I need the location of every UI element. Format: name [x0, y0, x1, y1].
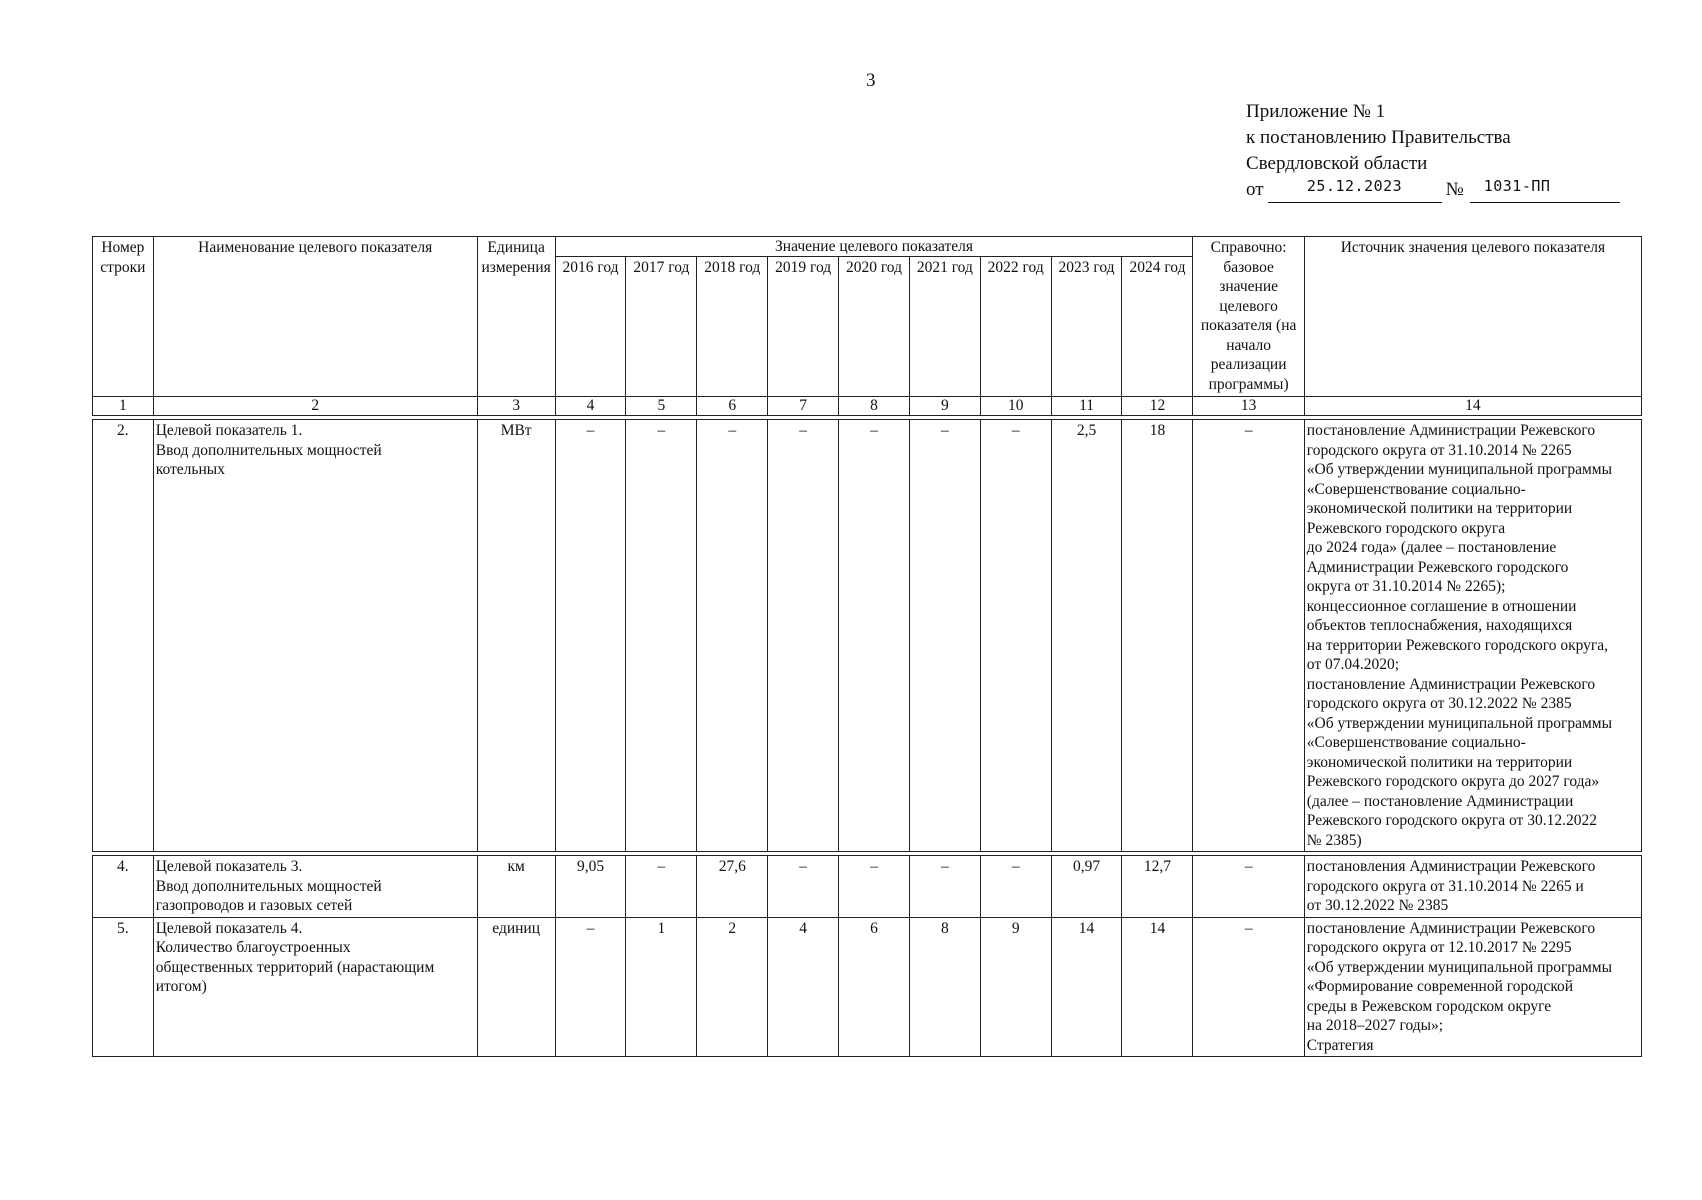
column-number: 5: [626, 397, 697, 416]
header-year: 2024 год: [1122, 257, 1193, 397]
text-line: городского округа от 31.10.2014 № 2265: [1306, 441, 1572, 459]
text-line: «Об утверждении муниципальной программы: [1306, 958, 1612, 976]
column-number: 2: [153, 397, 477, 416]
text-line: округа от 31.10.2014 № 2265);: [1306, 578, 1506, 595]
cell-year-value: 6: [839, 917, 910, 1057]
column-number: 7: [768, 397, 839, 416]
header-name: Наименование целевого показателя: [153, 237, 477, 397]
cell-base-value: –: [1193, 420, 1304, 852]
text-line: объектов теплоснабжения, находящихся: [1306, 617, 1573, 634]
cell-year-value: 1: [626, 917, 697, 1057]
text-line: Ввод дополнительных мощностей: [155, 441, 382, 459]
cell-source: [1304, 856, 1641, 918]
cell-year-value: 12,7: [1122, 856, 1193, 918]
page-number: 3: [866, 70, 876, 91]
appendix-date-number-row: [1246, 177, 1620, 203]
text-line: Ввод дополнительных мощностей: [155, 877, 382, 895]
text-line: Целевой показатель 3.: [155, 858, 303, 875]
header-source: Источник значения целевого показателя: [1304, 237, 1641, 397]
column-number: 14: [1304, 397, 1641, 416]
cell-year-value: –: [626, 856, 697, 918]
header-row-1: [93, 237, 1642, 257]
cell-indicator-name: [153, 917, 477, 1057]
text-line: постановление Администрации Режевского: [1306, 919, 1596, 937]
cell-year-value: –: [909, 420, 980, 852]
text-line: Целевой показатель 1.: [155, 422, 303, 439]
cell-year-value: 2,5: [1051, 420, 1122, 852]
appendix-line-3: Свердловской области: [1246, 153, 1428, 174]
cell-year-value: 9: [980, 917, 1051, 1057]
cell-row-number: 2.: [93, 420, 154, 852]
cell-year-value: 8: [909, 917, 980, 1057]
appendix-header: [1246, 99, 1620, 203]
text-line: городского округа от 30.12.2022 № 2385: [1306, 695, 1572, 712]
cell-year-value: –: [555, 917, 626, 1057]
text-line: на 2018–2027 годы»;: [1306, 1017, 1444, 1034]
header-unit: Единица измерения: [477, 237, 555, 397]
text-line: на территории Режевского городского округа,: [1306, 636, 1609, 654]
text-line: «Совершенствование социально-: [1306, 480, 1526, 498]
cell-indicator-name: [153, 856, 477, 918]
cell-source: [1304, 420, 1641, 852]
cell-year-value: 2: [697, 917, 768, 1057]
text-line: газопроводов и газовых сетей: [155, 897, 353, 914]
cell-year-value: –: [980, 420, 1051, 852]
text-line: экономической политики на территории: [1306, 753, 1573, 771]
cell-year-value: –: [839, 420, 910, 852]
text-line: (далее – постановление Администрации: [1306, 792, 1574, 810]
cell-year-value: –: [626, 420, 697, 852]
text-line: Целевой показатель 4.: [155, 919, 303, 937]
target-indicators-table: [92, 236, 1642, 1057]
table-row: [93, 917, 1642, 1057]
text-line: Администрации Режевского городского: [1306, 558, 1569, 576]
cell-source: [1304, 917, 1641, 1057]
date-stamp: 25.12.2023: [1306, 177, 1403, 195]
cell-year-value: 4: [768, 917, 839, 1057]
cell-indicator-name: [153, 420, 477, 852]
text-line: городского округа от 31.10.2014 № 2265 и: [1306, 877, 1584, 895]
cell-year-value: –: [697, 420, 768, 852]
text-line: № 2385): [1306, 831, 1362, 849]
column-number: 12: [1122, 397, 1193, 416]
column-number: 9: [909, 397, 980, 416]
cell-year-value: 9,05: [555, 856, 626, 918]
appendix-title: Приложение № 1: [1246, 101, 1386, 122]
cell-year-value: 14: [1051, 917, 1122, 1057]
text-line: постановление Администрации Режевского: [1306, 422, 1596, 439]
text-line: от 30.12.2022 № 2385: [1306, 897, 1449, 914]
column-number: 11: [1051, 397, 1122, 416]
header-year: 2020 год: [839, 257, 910, 397]
header-year: 2021 год: [909, 257, 980, 397]
cell-year-value: 18: [1122, 420, 1193, 852]
text-line: «Об утверждении муниципальной программы: [1306, 461, 1612, 478]
cell-year-value: –: [839, 856, 910, 918]
text-line: котельных: [155, 461, 225, 478]
date-prefix: от: [1246, 179, 1264, 200]
cell-base-value: –: [1193, 856, 1304, 918]
date-field: [1268, 177, 1442, 203]
text-line: среды в Режевском городском округе: [1306, 997, 1552, 1015]
header-base: Справочно: базовое значение целевого показателя (на начало реализации программы): [1193, 237, 1304, 397]
header-values-group: Значение целевого показателя: [555, 237, 1193, 257]
text-line: постановления Администрации Режевского: [1306, 858, 1596, 875]
cell-unit: МВт: [477, 420, 555, 852]
column-number: 3: [477, 397, 555, 416]
text-line: «Об утверждении муниципальной программы: [1306, 714, 1612, 732]
header-year: 2019 год: [768, 257, 839, 397]
text-line: от 07.04.2020;: [1306, 656, 1400, 673]
column-number: 6: [697, 397, 768, 416]
cell-year-value: 14: [1122, 917, 1193, 1057]
text-line: общественных территорий (нарастающим: [155, 958, 435, 976]
text-line: экономической политики на территории: [1306, 500, 1573, 517]
cell-year-value: –: [909, 856, 980, 918]
number-field: [1470, 177, 1620, 203]
column-number: 13: [1193, 397, 1304, 416]
text-line: Режевского городского округа: [1306, 519, 1506, 537]
cell-year-value: 0,97: [1051, 856, 1122, 918]
column-number: 1: [93, 397, 154, 416]
text-line: «Совершенствование социально-: [1306, 734, 1526, 751]
cell-year-value: –: [980, 856, 1051, 918]
header-year: 2022 год: [980, 257, 1051, 397]
header-year: 2016 год: [555, 257, 626, 397]
text-line: городского округа от 12.10.2017 № 2295: [1306, 939, 1572, 956]
header-row-number: Номер строки: [93, 237, 154, 397]
text-line: Количество благоустроенных: [155, 939, 351, 956]
cell-row-number: 4.: [93, 856, 154, 918]
appendix-line-2: к постановлению Правительства: [1246, 127, 1511, 148]
table-row: [93, 420, 1642, 852]
column-number: 10: [980, 397, 1051, 416]
text-line: Стратегия: [1306, 1036, 1374, 1054]
column-number: 4: [555, 397, 626, 416]
text-line: постановление Администрации Режевского: [1306, 675, 1596, 693]
cell-year-value: –: [555, 420, 626, 852]
text-line: Режевского городского округа от 30.12.2022: [1306, 812, 1597, 829]
text-line: итогом): [155, 978, 207, 995]
text-line: концессионное соглашение в отношении: [1306, 597, 1577, 615]
cell-year-value: –: [768, 420, 839, 852]
text-line: «Формирование современной городской: [1306, 978, 1574, 995]
number-stamp: 1031-ПП: [1483, 177, 1551, 195]
header-year: 2018 год: [697, 257, 768, 397]
table-row: [93, 856, 1642, 918]
header-year: 2023 год: [1051, 257, 1122, 397]
cell-base-value: –: [1193, 917, 1304, 1057]
column-number: 8: [839, 397, 910, 416]
cell-unit: км: [477, 856, 555, 918]
text-line: до 2024 года» (далее – постановление: [1306, 539, 1557, 556]
cell-year-value: 27,6: [697, 856, 768, 918]
number-sign: №: [1445, 179, 1464, 200]
header-year: 2017 год: [626, 257, 697, 397]
cell-row-number: 5.: [93, 917, 154, 1057]
text-line: Режевского городского округа до 2027 года»: [1306, 773, 1600, 790]
column-numbers-row: [93, 397, 1642, 416]
cell-year-value: –: [768, 856, 839, 918]
cell-unit: единиц: [477, 917, 555, 1057]
